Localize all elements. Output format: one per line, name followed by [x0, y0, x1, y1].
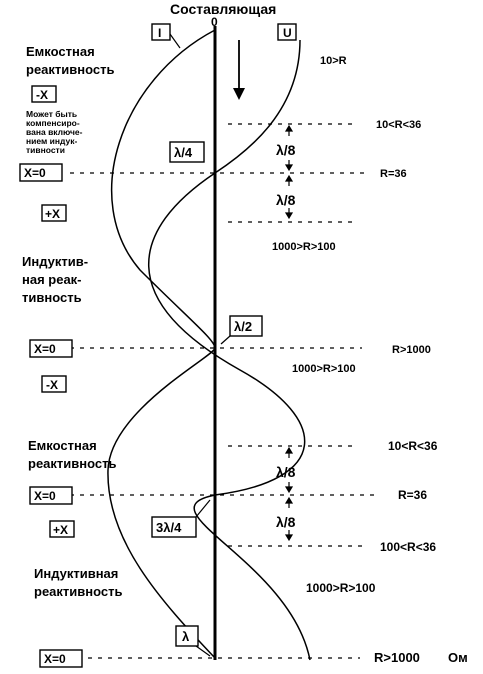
eighth-1: λ/8 — [276, 142, 296, 158]
header-title: Составляющая — [170, 1, 277, 17]
r-label-2: 10<R<36 — [376, 119, 422, 131]
mark-three-quarter: 3λ/4 — [156, 520, 182, 535]
tag-pos-x-2: +X — [53, 523, 69, 537]
tag-pos-x-1: +X — [45, 207, 61, 221]
tag-neg-x-2: -X — [46, 378, 58, 392]
inductive-2-line-2: реактивность — [34, 584, 123, 599]
inductive-2-line-1: Индуктивная — [34, 566, 119, 581]
r-label-8: R=36 — [398, 488, 428, 502]
r-label-6: 1000>R>100 — [292, 363, 356, 375]
tag-x0-3: X=0 — [34, 489, 56, 503]
current-label: I — [158, 26, 162, 40]
direction-arrow-icon — [233, 40, 245, 100]
r-label-5: R>1000 — [392, 344, 431, 356]
r-label-11: R>1000 — [374, 650, 420, 665]
r-label-9: 100<R<36 — [380, 540, 437, 554]
inductive-1-line-1: Индуктив- — [22, 254, 89, 269]
r-label-7: 10<R<36 — [388, 439, 438, 453]
mark-three-quarter-pointer-icon — [196, 500, 210, 517]
current-pointer-icon — [170, 34, 180, 48]
r-unit: Ом — [448, 650, 468, 665]
tag-x0-4: X=0 — [44, 652, 66, 666]
eighth-3: λ/8 — [276, 464, 296, 480]
axis-zero: 0 — [211, 15, 218, 29]
mark-full: λ — [182, 629, 190, 644]
inductive-1-line-2: ная реак- — [22, 272, 82, 287]
r-label-3: R=36 — [380, 168, 407, 180]
r-label-1: 10>R — [320, 55, 347, 67]
mark-quarter: λ/4 — [174, 145, 193, 160]
capacitive-1-line-2: реактивность — [26, 62, 115, 77]
capacitive-1-line-1: Емкостная — [26, 44, 95, 59]
note-line-5: тивности — [26, 145, 65, 155]
r-label-4: 1000>R>100 — [272, 241, 336, 253]
inductive-1-line-3: тивность — [22, 290, 82, 305]
tag-x0-1: X=0 — [24, 166, 46, 180]
capacitive-2-line-1: Емкостная — [28, 438, 97, 453]
mark-half-pointer-icon — [221, 336, 230, 344]
mark-half: λ/2 — [234, 319, 253, 334]
capacitive-2-line-2: реактивность — [28, 456, 117, 471]
r-label-10: 1000>R>100 — [306, 581, 376, 595]
note-line-1: Может быть — [26, 109, 78, 119]
voltage-curve — [149, 40, 310, 660]
tag-x0-2: X=0 — [34, 342, 56, 356]
note-line-4: нием индук- — [26, 136, 78, 146]
voltage-label: U — [283, 26, 292, 40]
note-line-3: вана включе- — [26, 127, 83, 137]
note-line-2: компенсиро- — [26, 118, 80, 128]
tag-neg-x-top: -X — [36, 88, 48, 102]
eighth-2: λ/8 — [276, 192, 296, 208]
eighth-4: λ/8 — [276, 514, 296, 530]
